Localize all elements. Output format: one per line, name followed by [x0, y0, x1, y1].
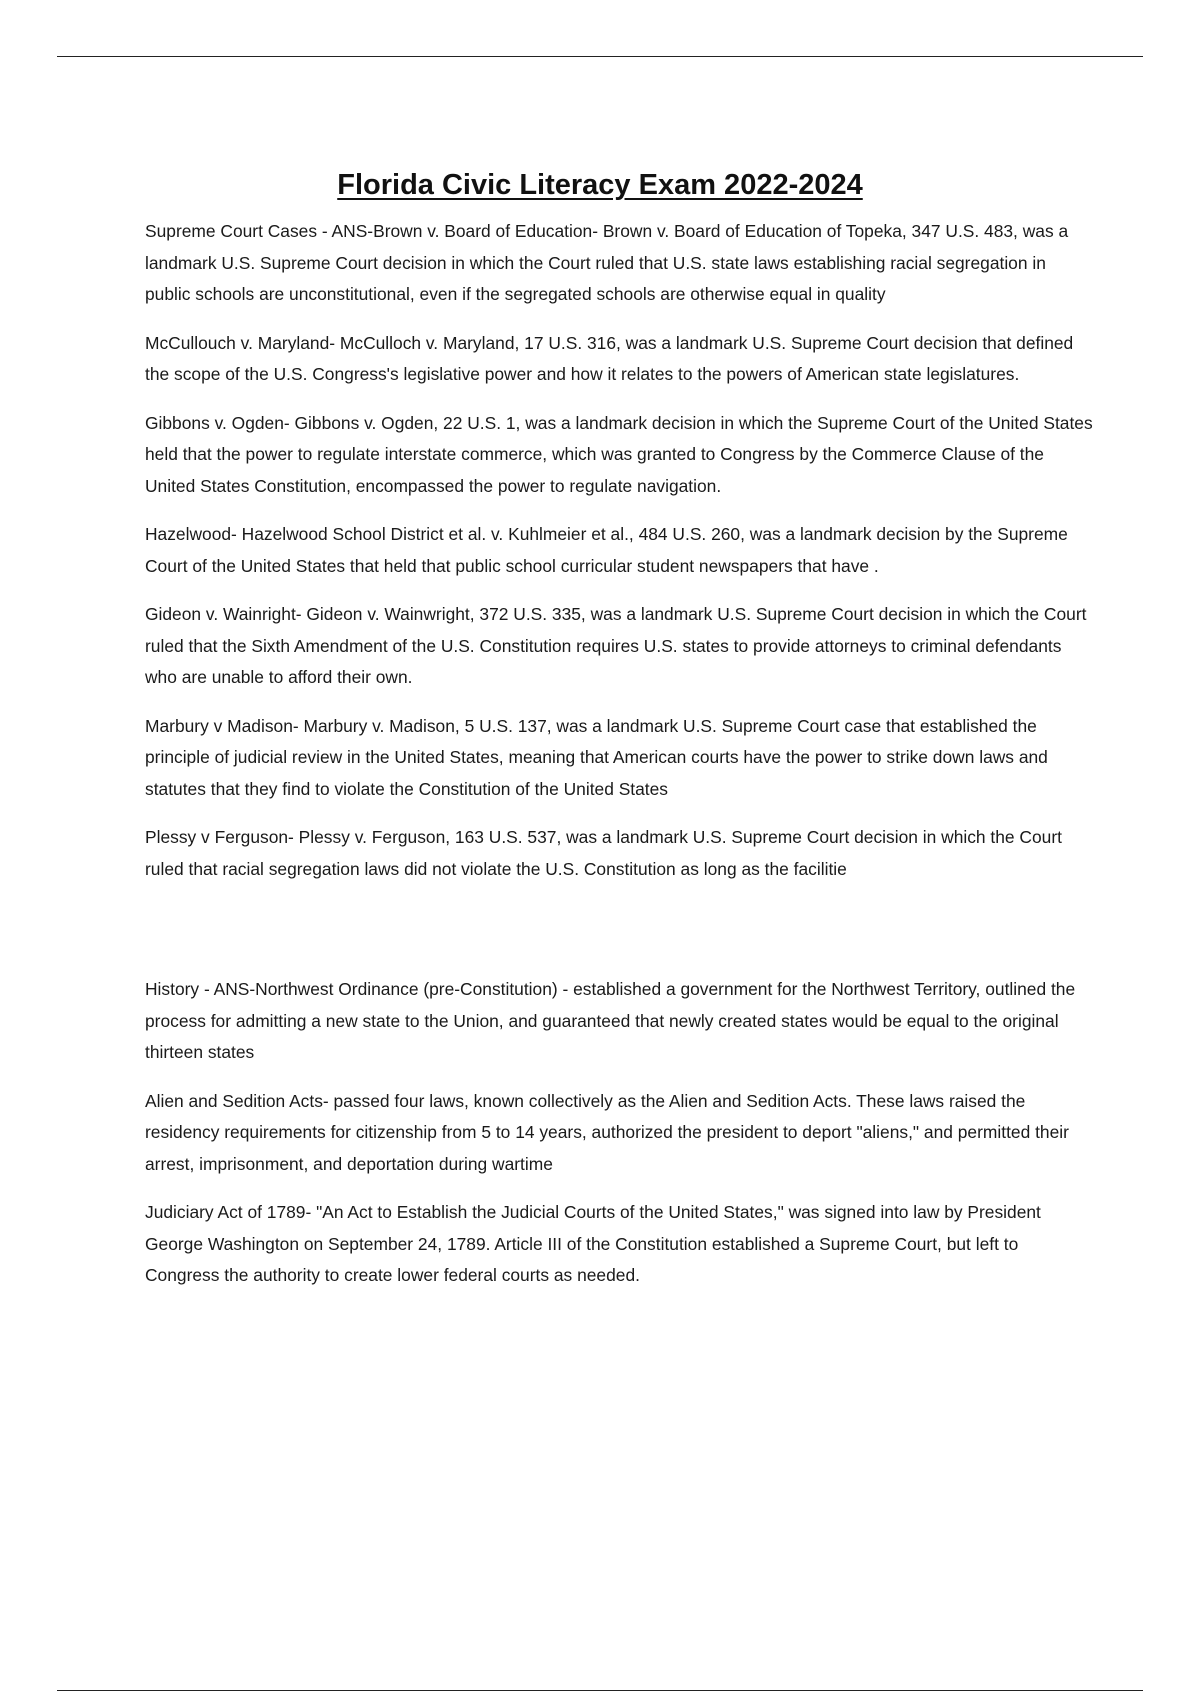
paragraph-plessy: Plessy v Ferguson- Plessy v. Ferguson, 163 U.S. 537, was a landmark U.S. Supreme Court decision in which the Court ruled that racial segregation laws did not violate the U.S. Constitution as long as the facilitie [145, 827, 1062, 879]
header-rule [57, 56, 1143, 57]
section-history [145, 974, 1095, 1292]
section-supreme-court-cases [145, 216, 1095, 885]
paragraph-gibbons: Gibbons v. Ogden- Gibbons v. Ogden, 22 U.S. 1, was a landmark decision in which the Supreme Court of the United States held that the power to regulate interstate commerce, which was granted to Congress by the Commerce Clause of the United States Constitution, encompassed the power to regulate navigation. [145, 412, 1093, 496]
paragraph-hazelwood: Hazelwood- Hazelwood School District et al. v. Kuhlmeier et al., 484 U.S. 260, was a landmark decision by the Supreme Court of the United States that held that public school curricular student newspapers that have . [145, 524, 1068, 576]
footer-rule [57, 1690, 1143, 1691]
paragraph-marbury: Marbury v Madison- Marbury v. Madison, 5 U.S. 137, was a landmark U.S. Supreme Court case that established the principle of judicial review in the United States, meaning that American courts have the power to strike down laws and statutes that they find to violate the Constitution of the United States [145, 715, 1048, 799]
paragraph-mcculloch: McCullouch v. Maryland- McCulloch v. Maryland, 17 U.S. 316, was a landmark U.S. Supreme Court decision that defined the scope of the U.S. Congress's legislative power and how it relates to the powers of American state legislatures. [145, 332, 1074, 384]
paragraph-gideon: Gideon v. Wainright- Gideon v. Wainwright, 372 U.S. 335, was a landmark U.S. Supreme Court decision in which the Court ruled that the Sixth Amendment of the U.S. Constitution requires U.S. states to provide attorneys to criminal defendants who are unable to afford their own. [145, 604, 1087, 687]
paragraph-northwest-ordinance: History - ANS-Northwest Ordinance (pre-Constitution) - established a government for the Northwest Territory, outlined the process for admitting a new state to the Union, and guaranteed that newly created states would be equal to the original thirteen states [145, 979, 1076, 1062]
page-title: Florida Civic Literacy Exam 2022-2024 [337, 169, 863, 202]
document-body [145, 216, 1095, 1309]
paragraph-brown: Supreme Court Cases - ANS-Brown v. Board of Education- Brown v. Board of Education of Topeka, 347 U.S. 483, was a landmark U.S. Supreme Court decision in which the Court ruled that U.S. state laws establishing racial segregation in public schools are unconstitutional, even if the segregated schools are otherwise equal in quality [145, 221, 1069, 304]
paragraph-judiciary-act: Judiciary Act of 1789- "An Act to Establish the Judicial Courts of the United States," was signed into law by President George Washington on September 24, 1789. Article III of the Constitution established a Supreme Court, but left to Congress the authority to create lower federal courts as needed. [145, 1202, 1041, 1285]
section-spacer [145, 902, 1095, 974]
paragraph-alien-sedition: Alien and Sedition Acts- passed four laws, known collectively as the Alien and Sedition Acts. These laws raised the residency requirements for citizenship from 5 to 14 years, authorized the president to deport "aliens," and permitted their arrest, imprisonment, and deportation during wartime [145, 1090, 1069, 1174]
